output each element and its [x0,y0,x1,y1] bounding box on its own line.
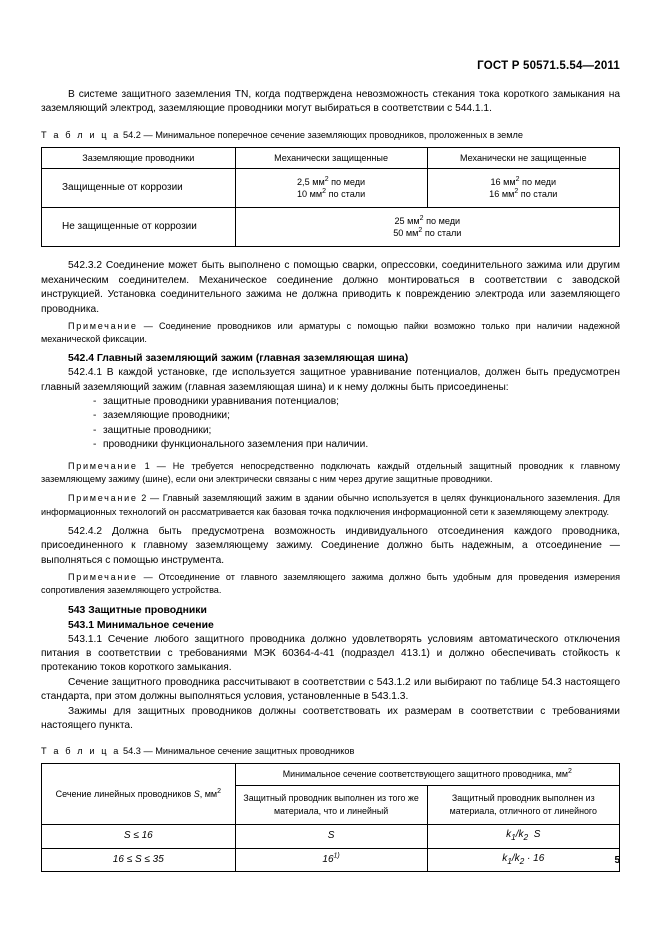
table-54-3-header-span [235,764,619,786]
table-54-3-header-col-1 [42,764,236,825]
table-row [42,824,620,848]
heading-542-4: 542.4 Главный заземляющий зажим (главная заземляющая шина) [68,353,409,365]
superscript: 2 [322,188,327,196]
page-content [41,88,620,872]
table-row [42,208,620,247]
document-header-standard-id: ГОСТ Р 50571.5.54—2011 [477,60,620,72]
table-54-2-header-col-3: Механически не защищенные [427,147,619,169]
paragraph-543-clamps: Зажимы для защитных проводников должны соответствовать их размерам в соответствии с требованиями настоящего пункта. [41,705,620,731]
symbol-s: S [193,788,200,799]
table-row-header [42,764,620,786]
note-label: Примечание [68,493,138,504]
table-54-3-caption [41,745,620,758]
superscript: 2 [324,175,329,183]
paragraph-543-calculation: Сечение защитного проводника рассчитывают в соответствии с 543.1.2 или выбирают по таблице 54.3 настоящего стандарта, при этом должны выполняться условия, установленные в 543.1.3. [41,676,620,703]
table-54-3-row-1-diff-material [427,824,619,848]
paragraph-542-3-2: 542.3.2 Соединение может быть выполнено с помощью сварки, опрессовки, соединительного зажима или другим механическим соединителем. Механическое соединение должно монтироваться в соответствии с заводской инструкцией. Установка соединительного зажима не должна приводить к повреждению электрода или заземляющего проводника. [41,260,620,315]
footnote-marker: 1) [333,852,340,860]
bullet-list-542-4-1 [41,395,620,452]
value-line: 10 [296,189,308,200]
heading-543-1: 543.1 Минимальное сечение [68,619,214,631]
header-text: Минимальное сечение соответствующего защитного проводника, мм [282,769,568,780]
value-tail: по меди [519,176,557,187]
unit: мм [501,189,515,200]
header-text: Сечение линейных проводников [55,788,194,799]
table-54-2 [41,147,620,248]
superscript: 2 [514,188,519,196]
value: 16 [322,853,334,865]
note-text: — Отсоединение от главного заземляющего зажима должно быть удобным для проведения измерения сопротивления заземляющего устройства. [41,572,620,596]
list-item: - защитные проводники уравнивания потенциалов; [41,395,620,409]
note-text: 2 — Главный заземляющий зажим в здании обычно используется в целях функционального заземления. Для информационных технологий он рассматривается как базовая точка подключения информационной сети к заземляющему электроду. [41,493,620,517]
note-542-4-2 [41,571,620,597]
table-54-2-row-2-label: Не защищенные от коррозии [42,208,236,247]
note-text: 1 — Не требуется непосредственно подключать каждый отдельный защитный проводник к главному заземляющему зажиму (шине), если они электрически связаны с ним через другие защитные проводники. [41,461,620,485]
table-caption-word: Т а б л и ц а [41,746,121,757]
unit: мм [405,228,419,239]
value-line: 2,5 [297,176,310,187]
formula-text: $k_1/k_2$ S [506,828,541,842]
value-line: 25 [394,215,405,226]
table-54-2-row-1-protected [235,169,427,208]
page-number: 5 [614,855,620,866]
note-label: Примечание [68,572,138,583]
note-label: Примечание [68,461,138,472]
list-item: - защитные проводники; [41,424,620,438]
unit: мм [407,215,420,226]
table-54-3 [41,763,620,872]
unit: мм [312,176,325,187]
table-row [42,848,620,872]
table-54-3-row-2-same-material [235,848,427,872]
table-54-2-header-col-1: Заземляющие проводники [42,147,236,169]
formula-text: $k_1/k_2 \cdot 16$ [502,852,545,866]
value-line: 16 [490,176,501,187]
table-54-3-subheader-col-2: Защитный проводник выполнен из того же материала, что и линейный [235,785,427,824]
value-tail: по стали [326,189,366,200]
note-label: Примечание [68,321,138,332]
superscript: 2 [418,227,423,235]
list-item: - проводники функционального заземления при наличии. [41,438,620,452]
table-54-2-row-2-merged [235,208,619,247]
note-542-3-2 [41,320,620,346]
unit: мм [309,189,323,200]
value-line: 16 [489,189,500,200]
note-text: — Соединение проводников или арматуры с помощью пайки возможно только при наличии надежной механической фиксации. [41,321,620,345]
table-54-3-subheader-col-3: Защитный проводник выполнен из материала, отличного от линейного [427,785,619,824]
table-row-header [42,147,620,169]
note-542-4-1-2 [41,492,620,518]
superscript: 2 [515,175,520,183]
paragraph-intro: В системе защитного заземления TN, когда подтверждена невозможность стекания тока короткого замыкания на заземляющий электрод, заземляющие проводники могут выбираться в соответствии с 544.1.1. [41,89,620,115]
table-caption-text: 54.2 — Минимальное поперечное сечение заземляющих проводников, проложенных в земле [123,129,524,140]
header-unit: , мм [199,788,218,799]
table-54-2-row-1-label: Защищенные от коррозии [42,169,236,208]
table-54-3-row-2-diff-material [427,848,619,872]
table-54-3-row-1-same-material: S [235,824,427,848]
paragraph-542-4-1: 542.4.1 В каждой установке, где используется защитное уравнивание потенциалов, должен быть предусмотрен главный заземляющий зажим (главная заземляющая шина) и к нему должны быть присоединены: [41,367,620,393]
note-542-4-1-1 [41,460,620,486]
value-tail: по стали [518,189,558,200]
table-54-2-header-col-2: Механически защищенные [235,147,427,169]
table-54-3-row-1-range: S ≤ 16 [42,824,236,848]
table-row [42,169,620,208]
heading-543: 543 Защитные проводники [68,604,207,616]
table-54-2-row-1-unprotected [427,169,619,208]
paragraph-543-1-1: 543.1.1 Сечение любого защитного проводника должно удовлетворять условиям автоматического отключения питания в соответствии с требованиями МЭК 60364-4-41 (подраздел 413.1) и должно обеспечивать стойкость к протеканию токов короткого замыкания. [41,633,620,674]
value-tail: по меди [328,176,366,187]
table-caption-text: 54.3 — Минимальное сечение защитных проводников [123,746,355,757]
table-54-2-caption [41,129,620,142]
paragraph-542-4-2: 542.4.2 Должна быть предусмотрена возможность индивидуального отсоединения каждого проводника, присоединенного к главному заземляющему зажиму. Соединение должно быть надежным, а отсоединение — выполняться с помощью инструмента. [41,525,620,566]
list-item: - заземляющие проводники; [41,409,620,423]
superscript: 2 [419,214,424,222]
value-tail: по меди [423,215,461,226]
superscript: 2 [567,768,572,776]
superscript: 2 [217,787,221,795]
unit: мм [503,176,516,187]
value-line: 50 [393,228,404,239]
value-tail: по стали [422,228,462,239]
table-caption-word: Т а б л и ц а [41,129,121,140]
table-54-3-row-2-range: 16 ≤ S ≤ 35 [42,848,236,872]
